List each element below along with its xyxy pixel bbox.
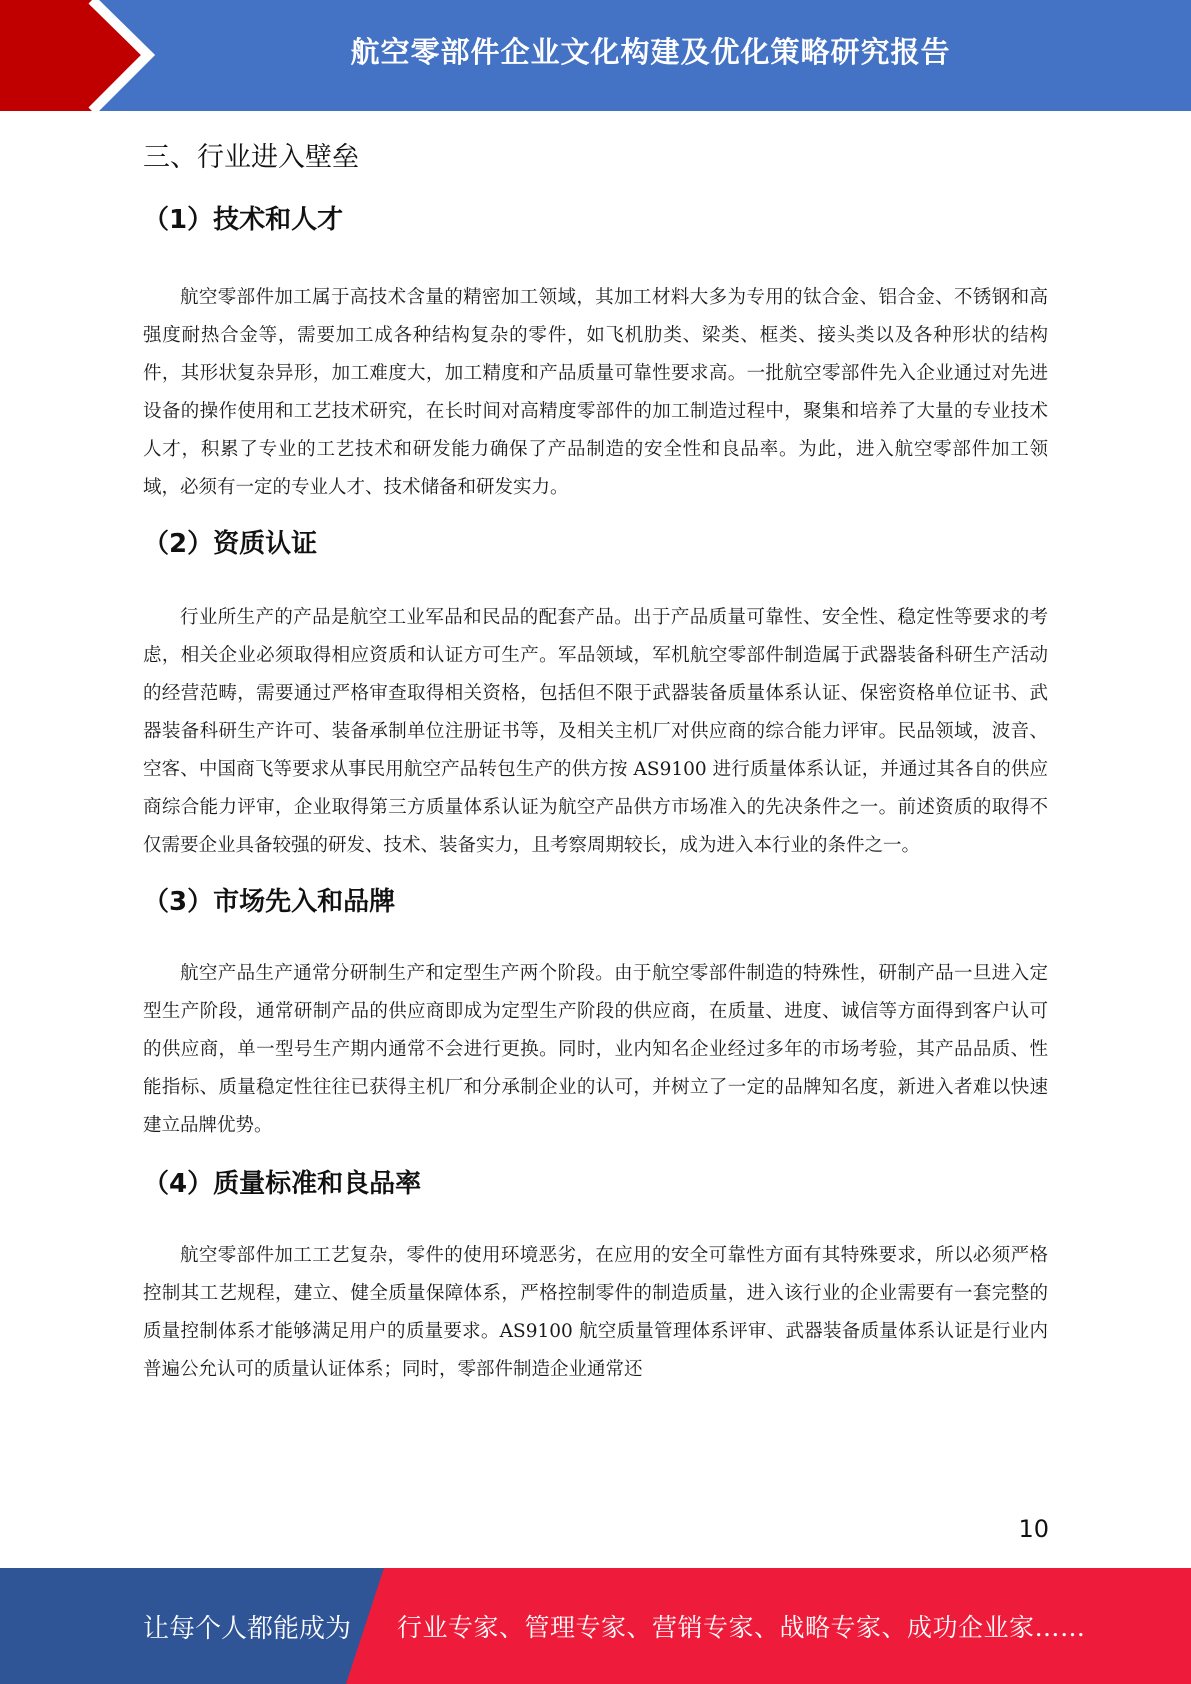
header-red-chevron	[0, 0, 160, 111]
footer-slogan-right: 行业专家、管理专家、营销专家、战略专家、成功企业家……	[397, 1613, 1086, 1642]
page-content	[143, 125, 1048, 1389]
subsection-heading: （2）资质认证	[143, 529, 318, 559]
page-number: 10	[1018, 1515, 1049, 1543]
footer-slogan-left: 让每个人都能成为	[143, 1613, 352, 1644]
subsection-paragraph: 航空产品生产通常分研制生产和定型生产两个阶段。由于航空零部件制造的特殊性，研制产品一旦进入定型生产阶段，通常研制产品的供应商即成为定型生产阶段的供应商，在质量、进度、诚信等方面得到客户认可的供应商，单一型号生产期内通常不会进行更换。同时，业内知名企业经过多年的市场考验，其产品品质、性能指标、质量稳定性往往已获得主机厂和分承制企业的认可，并树立了一定的品牌知名度，新进入者难以快速建立品牌优势。	[143, 963, 1048, 1136]
subsection-paragraph: 航空零部件加工属于高技术含量的精密加工领域，其加工材料大多为专用的钛合金、铝合金、不锈钢和高强度耐热合金等，需要加工成各种结构复杂的零件，如飞机肋类、梁类、框类、接头类以及各种形状的结构件，其形状复杂异形，加工难度大，加工精度和产品质量可靠性要求高。一批航空零部件先入企业通过对先进设备的操作使用和工艺技术研究，在长时间对高精度零部件的加工制造过程中，聚集和培养了大量的专业技术人才，积累了专业的工艺技术和研发能力确保了产品制造的安全性和良品率。为此，进入航空零部件加工领域，必须有一定的专业人才、技术储备和研发实力。	[143, 287, 1048, 498]
subsection-heading: （3）市场先入和品牌	[143, 887, 396, 917]
page-footer	[0, 1568, 1191, 1684]
report-title: 航空零部件企业文化构建及优化策略研究报告	[350, 34, 951, 69]
subsection-heading: （4）质量标准和良品率	[143, 1169, 422, 1199]
subsection-paragraph: 航空零部件加工工艺复杂，零件的使用环境恶劣，在应用的安全可靠性方面有其特殊要求，所以必须严格控制其工艺规程，建立、健全质量保障体系，严格控制零件的制造质量，进入该行业的企业需要有一套完整的质量控制体系才能够满足用户的质量要求。AS9100 航空质量管理体系评审、武器装备质量体系认证是行业内普遍公允认可的质量认证体系；同时，零部件制造企业通常还	[143, 1245, 1048, 1380]
page-header	[0, 0, 1191, 111]
subsection-heading: （1）技术和人才	[143, 205, 344, 235]
subsection-paragraph: 行业所生产的产品是航空工业军品和民品的配套产品。出于产品质量可靠性、安全性、稳定性等要求的考虑，相关企业必须取得相应资质和认证方可生产。军品领域，军机航空零部件制造属于武器装备科研生产活动的经营范畴，需要通过严格审查取得相关资格，包括但不限于武器装备质量体系认证、保密资格单位证书、武器装备科研生产许可、装备承制单位注册证书等，及相关主机厂对供应商的综合能力评审。民品领域，波音、空客、中国商飞等要求从事民用航空产品转包生产的供方按 AS9100 进行质量体系认证，并通过其各自的供应商综合能力评审，企业取得第三方质量体系认证为航空产品供方市场准入的先决条件之一。前述资质的取得不仅需要企业具备较强的研发、技术、装备实力，且考察周期较长，成为进入本行业的条件之一。	[143, 607, 1048, 856]
section-title: 三、行业进入壁垒	[143, 142, 359, 173]
